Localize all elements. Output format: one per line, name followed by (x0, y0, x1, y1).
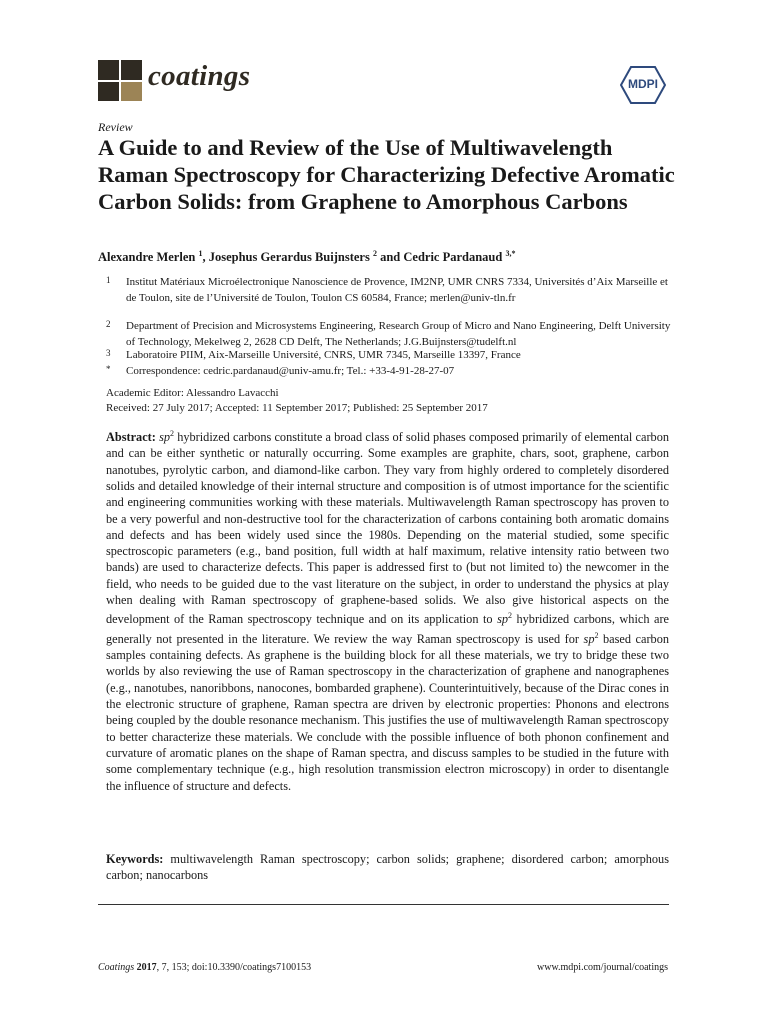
publisher-name: MDPI (628, 77, 658, 91)
citation-line: Coatings 2017, 7, 153; doi:10.3390/coatings7100153 (98, 962, 312, 973)
author-name: Cedric Pardanaud (403, 250, 503, 265)
journal-name: coatings (148, 60, 251, 92)
section-divider (98, 904, 669, 905)
article-type: Review (98, 120, 133, 134)
author-name: Alexandre Merlen (98, 250, 196, 265)
author-affiliation-mark: 1 (198, 249, 203, 258)
correspondence-text: Correspondence: cedric.pardanaud@univ-amu.fr; Tel.: +33-4-91-28-27-07 (126, 365, 455, 377)
author-affiliation-mark: 2 (372, 249, 377, 258)
keywords (106, 851, 669, 884)
author-affiliation-mark: 3,* (505, 249, 516, 258)
affiliation-number: 3 (106, 348, 111, 358)
abstract-label: Abstract: (106, 430, 156, 445)
journal-logo (98, 60, 142, 101)
mdpi-logo (618, 66, 668, 106)
author-list: Alexandre Merlen $^1$, Josephus Gerardus Buijnsters $^2$ and Cedric Pardanaud $^{3,*}$ (98, 249, 516, 265)
affiliation-text: Institut Matériaux Microélectronique Nanoscience de Provence, IM2NP, UMR CNRS 7334, Universités d’Aix Marseille et de Toulon, site de l’Université de Toulon, Toulon CS 60584, France; merlen@univ-tln.fr (126, 276, 668, 304)
affiliation-number: 2 (106, 319, 111, 329)
abstract: Abstract: $sp^2$ hybridized carbons constitute a broad class of solid phases composed primarily of elemental carbon and can be either synthetic or naturally occurring. Some examples are graphite, chars, soot, graphene, carbon nanotubes, pyrolytic carbon, and diamond-like carbon. They vary from highly ordered to completely disordered solids and detailed knowledge of their internal structure and composition is of utmost importance for the scientific and engineering communities working with these materials. Multiwavelength Raman spectroscopy has proven to be a very powerful and non-destructive tool for the characterization of carbons containing both aromatic domains and defects and has been widely used since the 1980s. Depending on the material studied, some specific spectroscopic parameters (e.g., band position, full width at half maximum, relative intensity ratio between two bands) are used to characterize defects. This paper is addressed first to (but not limited to) the newcomer in the field, who needs to be guided due to the vast literature on the subject, in order to understand the physics at play when dealing with Raman spectroscopy of graphene-based solids. We also give historical aspects on the development of the Raman spectroscopy technique and on its application to $sp^2$ hybridized carbons, which are generally not presented in the literature. We review the way Raman spectroscopy is used for $sp^2$ based carbon samples containing defects. As graphene is the building block for all these materials, we try to bridge these two worlds by also reviewing the use of Raman spectroscopy in the characterization of graphene and nanographenes (e.g., nanotubes, nanoribbons, nanocones, bombarded graphene). Counterintuitively, because of the Dirac cones in the electronic structure of graphene, Raman spectra are driven by electronic properties: Phonons and electrons being coupled by the double resonance mechanism. This justifies the use of multiwavelength Raman spectroscopy to better characterize these materials. We conclude with the possible influence of both phonon confinement and curvature of aromatic planes on the shape of Raman spectra, and discuss samples to be studied in the future with some complementary technique (e.g., high resolution transmission electron microscopy) in order to disentangle the influence of structure and defects. (106, 429, 669, 793)
affiliation-number: 1 (106, 275, 111, 285)
affiliation-text: Department of Precision and Microsystems Engineering, Research Group of Micro and Nano Engineering, Delft University of Technology, Mekelweg 2, 2628 CD Delft, The Netherlands; J.G.Buijnsters@tudelft.nl (126, 320, 671, 348)
affiliation-number: * (106, 364, 111, 374)
keywords-text: multiwavelength Raman spectroscopy; carbon solids; graphene; disordered carbon; amorphous carbon; nanocarbons (106, 852, 669, 883)
keywords-label: Keywords: (106, 852, 164, 866)
author-name: Josephus Gerardus Buijnsters (208, 250, 370, 265)
academic-editor: Academic Editor: Alessandro Lavacchi (106, 387, 279, 399)
publication-dates: Received: 27 July 2017; Accepted: 11 September 2017; Published: 25 September 2017 (106, 402, 488, 414)
affiliation-text: Laboratoire PIIM, Aix-Marseille Université, CNRS, UMR 7345, Marseille 13397, France (126, 349, 521, 361)
article-title: A Guide to and Review of the Use of Multiwavelength Raman Spectroscopy for Characterizing Defective Aromatic Carbon Solids: from Graphene to Amorphous Carbons (98, 135, 675, 214)
journal-url-link[interactable]: www.mdpi.com/journal/coatings (537, 962, 668, 973)
